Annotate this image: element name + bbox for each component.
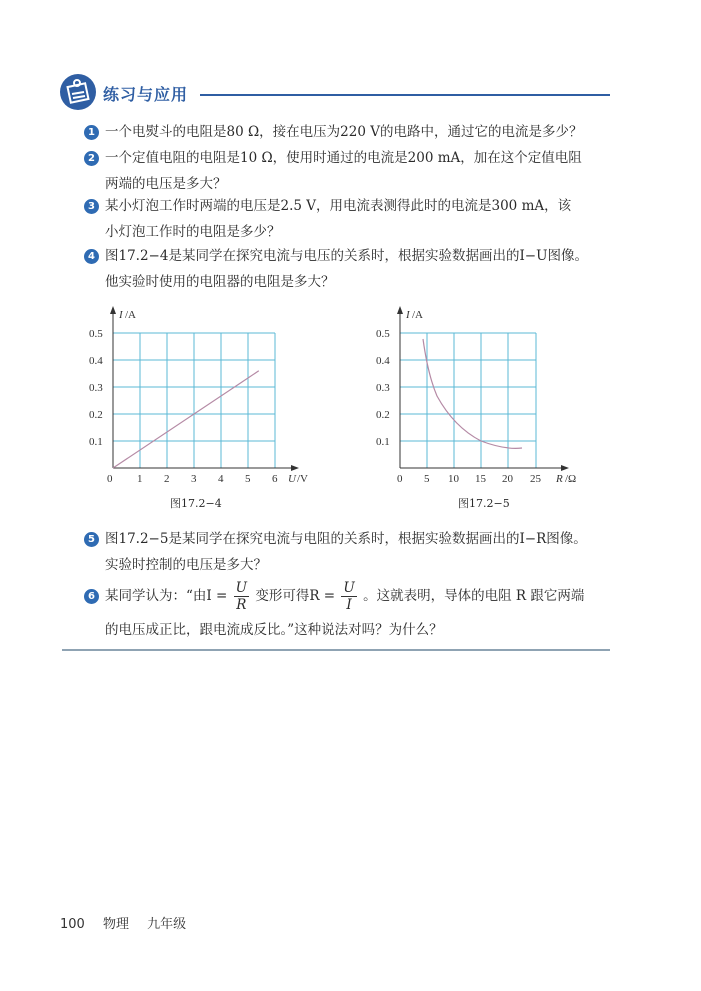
svg-text:6: 6 <box>272 473 278 485</box>
svg-text:3: 3 <box>191 473 197 485</box>
question-3 <box>84 193 614 245</box>
question-text: 实验时控制的电压是多大？ <box>105 557 267 573</box>
question-6 <box>84 580 614 643</box>
question-2 <box>84 145 614 197</box>
grade: 九年级 <box>147 917 187 932</box>
svg-text:I: I <box>119 309 123 321</box>
section-divider <box>62 649 610 651</box>
fraction-u-over-i: $\frac{U}{I}$ <box>343 580 355 613</box>
question-4 <box>84 243 614 295</box>
question-5 <box>84 526 614 578</box>
subject: 物理 <box>102 917 129 932</box>
question-text: 一个定值电阻的电阻是10 Ω，使用时通过的电流是200 mA，加在这个定值电阻 <box>105 150 582 166</box>
svg-text:0: 0 <box>107 473 113 485</box>
svg-text:0.4: 0.4 <box>376 355 390 367</box>
svg-text:U: U <box>288 473 296 485</box>
question-number: 5 <box>84 532 99 547</box>
section-header <box>60 74 620 118</box>
section-title: 练习与应用 <box>103 85 189 104</box>
page-number: 100 <box>60 917 85 932</box>
question-text: 图17.2−4是某同学在探究电流与电压的关系时，根据实验数据画出的I−U图像。 <box>105 248 588 264</box>
question-text: 。这就表明，导体的电阻 R 跟它两端 <box>363 588 585 604</box>
question-text: 某同学认为：“由I = <box>105 588 228 604</box>
svg-text:25: 25 <box>530 473 541 485</box>
svg-text:0.2: 0.2 <box>89 409 103 421</box>
chart-ir <box>370 300 600 485</box>
question-1 <box>84 119 614 145</box>
svg-text:20: 20 <box>502 473 513 485</box>
svg-text:0.3: 0.3 <box>376 382 390 394</box>
svg-text:0.1: 0.1 <box>89 436 103 448</box>
question-text: 他实验时使用的电阻器的电阻是多大？ <box>105 274 335 290</box>
svg-text:5: 5 <box>424 473 430 485</box>
question-text: 变形可得R = <box>255 588 336 604</box>
svg-text:10: 10 <box>448 473 459 485</box>
question-number: 3 <box>84 199 99 214</box>
svg-text:0.4: 0.4 <box>89 355 103 367</box>
page-footer <box>60 913 200 932</box>
svg-text:0.5: 0.5 <box>89 328 103 340</box>
svg-text:/A: /A <box>412 309 423 321</box>
question-text: 图17.2−5是某同学在探究电流与电阻的关系时，根据实验数据画出的I−R图像。 <box>105 531 587 547</box>
svg-text:0.3: 0.3 <box>89 382 103 394</box>
svg-text:0.5: 0.5 <box>376 328 390 340</box>
question-text: 的电压成正比，跟电流成反比。”这种说法对吗？为什么？ <box>105 622 443 638</box>
svg-text:1: 1 <box>137 473 143 485</box>
chart-iu <box>85 300 325 485</box>
clipboard-icon <box>60 74 96 110</box>
svg-text:2: 2 <box>164 473 170 485</box>
svg-text:15: 15 <box>475 473 486 485</box>
svg-text:0.1: 0.1 <box>376 436 390 448</box>
question-text: 小灯泡工作时的电阻是多少？ <box>105 224 281 240</box>
question-number: 6 <box>84 589 99 604</box>
question-number: 2 <box>84 151 99 166</box>
header-divider <box>200 94 610 96</box>
question-text: 两端的电压是多大？ <box>105 176 227 192</box>
question-text: 某小灯泡工作时两端的电压是2.5 V，用电流表测得此时的电流是300 mA，该 <box>105 198 572 214</box>
question-number: 4 <box>84 249 99 264</box>
svg-text:5: 5 <box>245 473 251 485</box>
svg-text:0: 0 <box>397 473 403 485</box>
chart-caption: 图17.2−5 <box>458 497 510 510</box>
question-number: 1 <box>84 125 99 140</box>
question-text: 一个电熨斗的电阻是80 Ω，接在电压为220 V的电路中，通过它的电流是多少？ <box>105 124 583 140</box>
svg-text:0.2: 0.2 <box>376 409 390 421</box>
chart-caption: 图17.2−4 <box>170 497 222 510</box>
fraction-u-over-r: $\frac{U}{R}$ <box>235 580 248 613</box>
svg-text:I: I <box>406 309 410 321</box>
svg-text:/V: /V <box>297 473 308 485</box>
svg-text:/Ω: /Ω <box>565 473 577 485</box>
svg-text:4: 4 <box>218 473 224 485</box>
svg-text:R: R <box>556 473 563 485</box>
svg-text:/A: /A <box>125 309 136 321</box>
